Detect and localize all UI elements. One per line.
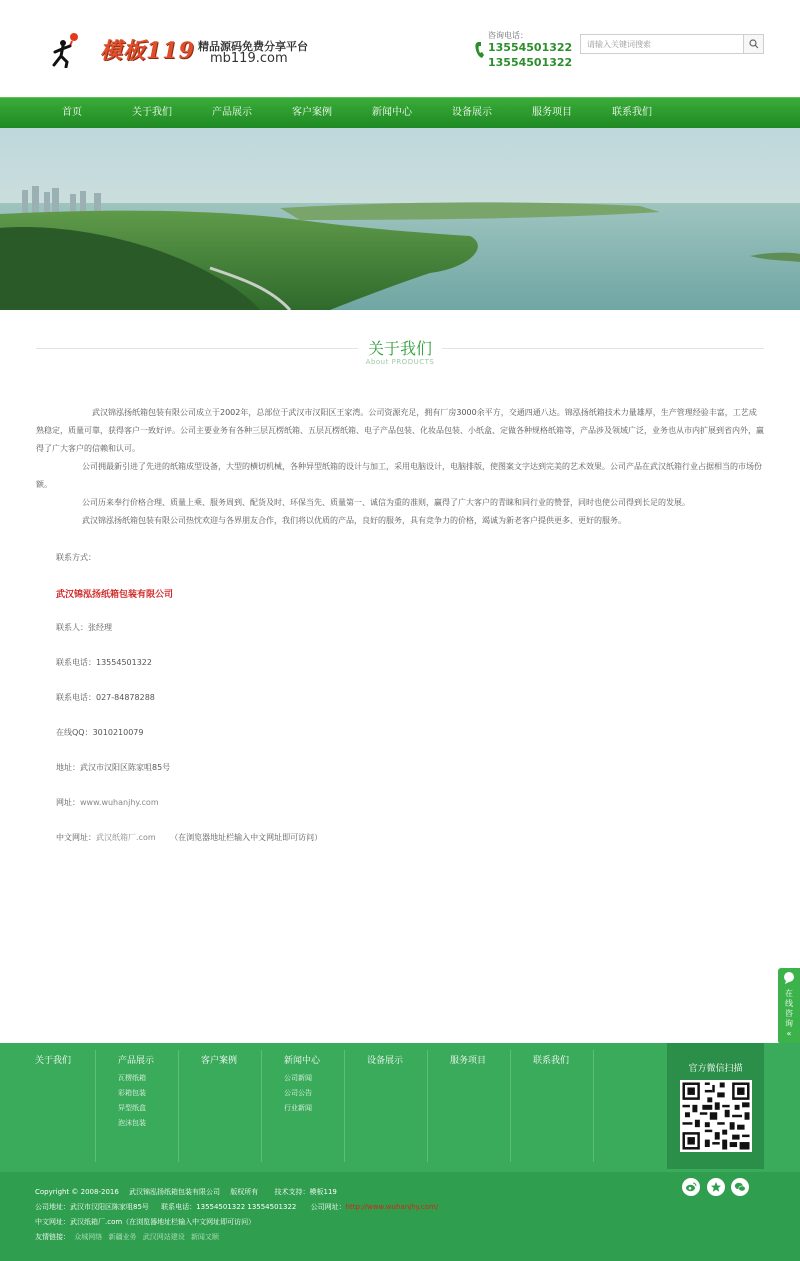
nav-item-news[interactable]: 新闻中心 — [372, 107, 412, 118]
footer-tech[interactable]: 技术支持：模板119 — [274, 1188, 337, 1196]
hotline-number: 13554501322 — [488, 56, 573, 69]
contact-phone: 联系电话：027-84878288 — [56, 693, 155, 702]
footer-link[interactable]: 公司新闻 — [284, 1074, 312, 1082]
footer-col-title[interactable]: 新闻中心 — [284, 1056, 321, 1066]
search-icon — [749, 39, 759, 49]
footer-divider — [427, 1050, 428, 1162]
torch-runner-logo-icon — [48, 32, 84, 68]
chat-bubble-icon — [783, 972, 795, 984]
footer-divider — [344, 1050, 345, 1162]
about-paragraph: 公司历来奉行价格合理、质量上乘、服务周到、配货及时、环保当先、质量第一、诚信为重的准则，赢得了广大客户的青睐和同行业的赞誉，同时也使公司得到长足的发展。 — [82, 498, 690, 507]
cn-website-link[interactable]: 武汉纸箱厂.com — [96, 833, 156, 842]
nav-item-products[interactable]: 产品展示 — [212, 107, 252, 118]
contact-heading: 联系方式： — [56, 553, 96, 562]
qzone-star-icon[interactable] — [707, 1178, 725, 1196]
footer-divider — [261, 1050, 262, 1162]
footer-col-contact — [533, 1053, 569, 1066]
about-paragraph: 武汉锦泓扬纸箱包装有限公司热忱欢迎与各界朋友合作，我们将以优质的产品，良好的服务，具有竞争力的价格，竭诚为新老客户提供更多、更好的服务。 — [82, 516, 626, 525]
website-label: 网址： — [56, 798, 80, 807]
footer-divider — [95, 1050, 96, 1162]
qr-title: 官方微信扫描 — [688, 1064, 743, 1074]
cn-website-label: 中文网址： — [56, 833, 96, 842]
main-nav — [0, 97, 800, 128]
footer-col-title[interactable]: 联系我们 — [533, 1056, 570, 1066]
footer-link[interactable]: 泡沫包装 — [118, 1119, 146, 1127]
contact-phone: 联系电话：13554501322 — [56, 658, 152, 667]
search-button[interactable] — [743, 35, 763, 53]
page-title: 关于我们 — [367, 339, 432, 358]
contact-address: 地址：武汉市汉阳区陈家咀85号 — [56, 763, 171, 772]
online-consult-label: 在线咨询 — [785, 989, 793, 1028]
page-subtitle: About PRODUCTS — [365, 358, 435, 366]
weibo-icon[interactable] — [682, 1178, 700, 1196]
footer-col-services — [450, 1053, 486, 1066]
footer-copyright-line — [35, 1187, 337, 1197]
banner-image — [0, 128, 800, 310]
contact-company: 武汉锦泓扬纸箱包装有限公司 — [56, 590, 174, 600]
about-content — [36, 404, 764, 530]
footer-col-about — [35, 1053, 71, 1066]
contact-qq: 在线QQ：3010210079 — [56, 728, 144, 737]
footer-link[interactable]: 异型纸盒 — [118, 1104, 146, 1112]
footer-link[interactable]: 彩箱包装 — [118, 1089, 146, 1097]
footer-links-line — [35, 1232, 219, 1242]
about-paragraph: 公司拥最新引进了先进的纸箱成型设备，大型的横切机械，各种异型纸箱的设计与加工，采用电脑设计，电脑排版，使图案文字达到完美的艺术效果。公司产品在武汉纸箱行业占据相当的市场份额。 — [36, 462, 762, 489]
footer-link[interactable]: 瓦楞纸箱 — [118, 1074, 146, 1082]
nav-item-contact[interactable]: 联系我们 — [612, 107, 652, 118]
footer-cn-site: 中文网址：武汉纸箱厂.com（在浏览器地址栏输入中文网址即可访问） — [35, 1218, 256, 1226]
friend-link[interactable]: 武汉网站建设 — [142, 1233, 185, 1241]
footer-site-url[interactable]: http://www.wuhanjhy.com/ — [345, 1203, 439, 1211]
footer-col-cases — [201, 1053, 237, 1066]
nav-item-services[interactable]: 服务项目 — [532, 107, 572, 118]
contact-person: 联系人：张经理 — [56, 623, 112, 632]
search-box — [580, 34, 764, 54]
footer-phones: 联系电话：13554501322 13554501322 — [161, 1203, 297, 1211]
footer-col-title[interactable]: 设备展示 — [367, 1056, 404, 1066]
footer-col-equipment — [367, 1053, 403, 1066]
nav-item-equipment[interactable]: 设备展示 — [452, 107, 492, 118]
logo-domain: mb119.com — [210, 51, 288, 66]
footer-address-line — [35, 1202, 438, 1212]
logo-brand[interactable]: 模板119 — [100, 38, 195, 64]
footer-links-label: 友情链接： — [35, 1233, 70, 1241]
footer-col-title[interactable]: 产品展示 — [118, 1056, 155, 1066]
online-consult-float[interactable] — [778, 968, 800, 1044]
footer-col-news — [284, 1053, 320, 1111]
footer-divider — [178, 1050, 179, 1162]
collapse-arrow-icon: « — [786, 1029, 792, 1038]
footer-col-products — [118, 1053, 154, 1126]
friend-link[interactable]: 新疆业务 — [108, 1233, 137, 1241]
nav-item-home[interactable]: 首页 — [62, 107, 82, 118]
footer-divider — [593, 1050, 594, 1162]
footer-copyright: Copyright © 2008-2016 — [35, 1188, 119, 1196]
footer-company: 武汉锦泓扬纸箱包装有限公司 — [129, 1188, 221, 1196]
friend-link[interactable]: 众城网络 — [74, 1233, 103, 1241]
cn-website-note: （在浏览器地址栏输入中文网址即可访问） — [170, 833, 323, 842]
footer-link[interactable]: 行业新闻 — [284, 1104, 312, 1112]
nav-item-cases[interactable]: 客户案例 — [292, 107, 332, 118]
search-input[interactable] — [581, 35, 743, 53]
logo-slogan: 精品源码免费分享平台 — [198, 40, 308, 53]
wechat-qr-code — [680, 1080, 752, 1152]
friend-link[interactable]: 新闻又顺 — [190, 1233, 219, 1241]
header — [0, 0, 800, 97]
hotline — [474, 30, 574, 72]
footer-link[interactable]: 公司公告 — [284, 1089, 312, 1097]
footer-address: 公司地址：武汉市汉阳区陈家咀85号 — [35, 1203, 149, 1211]
hotline-number: 13554501322 — [488, 41, 573, 54]
footer-col-title[interactable]: 客户案例 — [201, 1056, 238, 1066]
hotline-label: 咨询电话： — [488, 31, 528, 40]
phone-icon — [474, 40, 488, 60]
contact-cn-website — [56, 832, 322, 843]
footer-col-title[interactable]: 关于我们 — [35, 1056, 72, 1066]
footer-site-label: 公司网址： — [310, 1203, 346, 1211]
footer-rights: 版权所有 — [230, 1188, 259, 1196]
website-link[interactable]: www.wuhanjhy.com — [80, 798, 159, 807]
wechat-icon[interactable] — [731, 1178, 749, 1196]
contact-website — [56, 797, 159, 808]
about-paragraph: 武汉锦泓扬纸箱包装有限公司成立于2002年，总部位于武汉市汉阳区王家湾。公司资源充足，拥有厂房3000余平方，交通四通八达。锦泓扬纸箱技术力量雄厚，生产管理经验丰富，工艺成熟稳定，质量可靠，获得客户一致好评。公司主要业务有各种三层瓦楞纸箱、五层瓦楞纸箱、电子产品包装、化妆品包装、小纸盒、定做各种规格纸箱等，产品涉及领域广泛，业务也从市内扩展到省内外，赢得了广大客户的信赖和认可。 — [36, 408, 764, 453]
nav-item-about[interactable]: 关于我们 — [132, 107, 172, 118]
footer-divider — [510, 1050, 511, 1162]
qr-box — [667, 1043, 764, 1169]
footer-col-title[interactable]: 服务项目 — [450, 1056, 487, 1066]
